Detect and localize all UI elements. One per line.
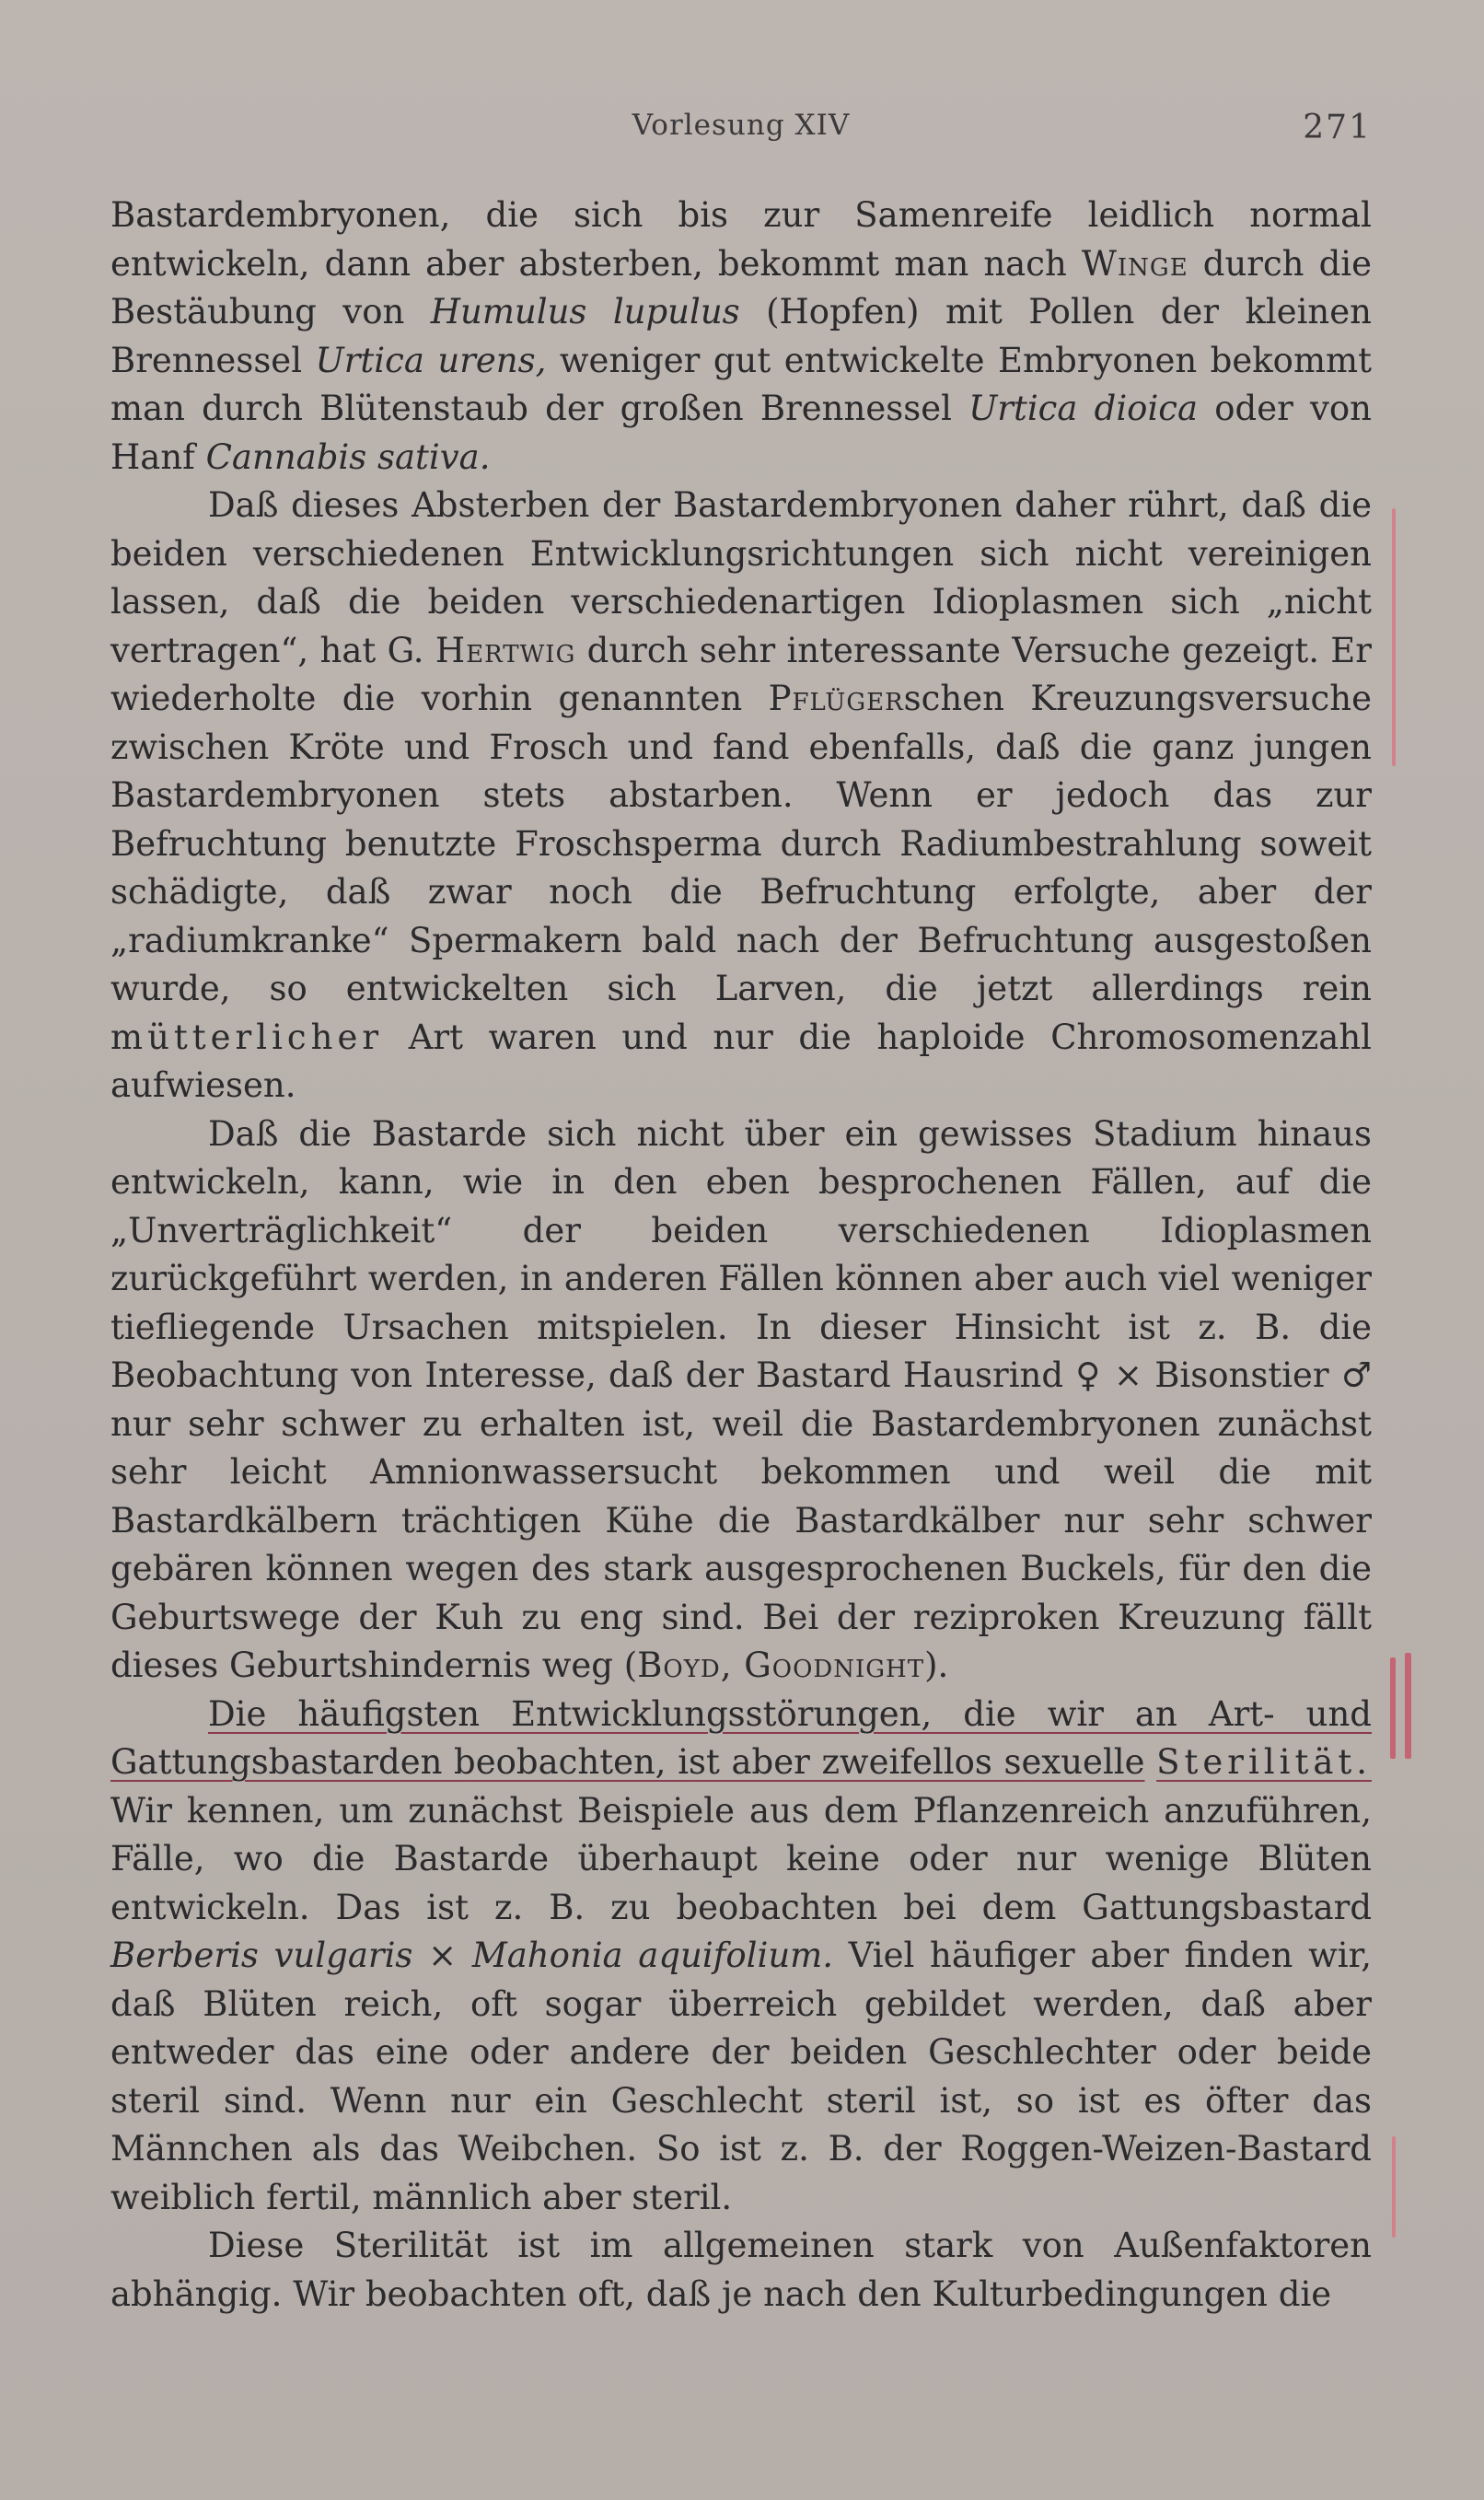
text-segment: Urtica urens,	[315, 340, 547, 380]
margin-mark-paragraph-2	[1392, 508, 1396, 766]
text-segment: Diese Sterilität ist im allgemeinen stark von Außenfaktoren abhängig. Wir beobachten oft, daß je nach den Kulturbedingungen die	[110, 2226, 1372, 2314]
text-segment: Mahonia aquifolium.	[471, 1936, 834, 1975]
text-segment: Art waren und nur die haploide Chromosomenzahl aufwiesen.	[110, 1017, 1372, 1105]
text-segment: Wir kennen, um zunächst Beispiele aus dem Pflanzenreich anzuführen, Fälle, wo die Bastarde überhaupt keine oder nur wenige Blüten entwickeln. Das ist z. B. zu beobachten bei dem Gattungsbastard	[110, 1790, 1372, 1927]
text-segment: Urtica dioica	[968, 389, 1199, 428]
paragraph	[110, 2222, 1372, 2319]
page-number: 271	[1303, 109, 1372, 146]
text-segment: ×	[412, 1936, 472, 1975]
text-segment: Daß dieses Absterben der Bastardembryonen daher rührt, daß die beiden verschiedenen Entwicklungsrichtungen sich nicht vereinigen lassen, daß die beiden verschiedenartigen Idioplasmen sich „nicht vertragen“, hat G.	[110, 485, 1372, 670]
paragraph	[110, 192, 1372, 482]
text-segment: schen Kreuzungsversuche zwischen Kröte und Frosch und fand ebenfalls, daß die ganz jungen Bastardembryonen stets abstarben. Wenn er jedoch das zur Befruchtung benutzte Froschsperma durch Radiumbestrahlung soweit schädigte, daß zwar noch die Befruchtung erfolgte, aber der „radiumkranke“ Spermakern bald nach der Befruchtung ausgestoßen wurde, so entwickelten sich Larven, die jetzt allerdings rein	[110, 679, 1372, 1008]
paragraph	[110, 482, 1372, 1110]
body-text	[110, 192, 1372, 2319]
text-segment: Bastardembryonen, die sich bis zur Samenreife leidlich normal entwickeln, dann aber absterben, bekommt man nach	[110, 195, 1372, 284]
text-segment: Hertwig	[435, 630, 576, 670]
text-segment: durch sehr interessante Versuche gezeigt. Er wiederholte die vorhin genannten	[110, 630, 1372, 718]
text-segment: weniger gut entwickelte Embryonen bekommt man durch Blütenstaub der großen Brennessel	[110, 340, 1372, 428]
paragraph	[110, 1110, 1372, 1691]
text-segment: Viel häufiger aber finden wir, daß Blüten reich, oft sogar überreich gebildet werden, daß aber entweder das eine oder andere der beiden Geschlechter oder beide steril sind. Wenn nur ein Geschlecht steril ist, so ist es öfter das Männchen als das Weibchen. So ist z. B. der Roggen-Weizen-Bastard weiblich fertil, männlich aber steril.	[110, 1936, 1372, 2217]
text-segment	[1145, 1742, 1157, 1782]
page-header	[110, 109, 1372, 155]
text-segment: Boyd, Goodnight	[637, 1645, 925, 1685]
text-segment: Berberis vulgaris	[110, 1936, 413, 1975]
margin-mark-last-paragraph	[1392, 2136, 1396, 2238]
text-segment: ).	[924, 1645, 949, 1685]
text-segment: Winge	[1081, 243, 1188, 284]
text-segment: mütterlicher	[110, 1017, 384, 1057]
text-segment: oder von Hanf	[110, 389, 1372, 477]
text-segment: Pflüger	[768, 679, 904, 718]
text-segment: Sterilität.	[1156, 1742, 1373, 1782]
paragraph	[110, 1691, 1372, 2223]
text-segment: Humulus lupulus	[430, 292, 740, 331]
text-segment: Die häufigsten Entwicklungsstörungen, die wir an Art- und Gattungsbastarden beobachten, ist aber zweifellos sexuelle	[110, 1693, 1372, 1782]
running-title: Vorlesung XIV	[632, 109, 851, 142]
text-segment: (Hopfen) mit Pollen der kleinen Brennessel	[110, 292, 1372, 380]
text-segment: durch die Bestäubung von	[110, 243, 1372, 331]
text-segment: Cannabis sativa.	[205, 436, 491, 477]
margin-mark-double-left	[1390, 1657, 1396, 1759]
text-segment: Daß die Bastarde sich nicht über ein gewisses Stadium hinaus entwickeln, kann, wie in den eben besprochenen Fällen, auf die „Unverträglichkeit“ der beiden verschiedenen Idioplasmen zurückgeführt werden, in anderen Fällen können aber auch viel weniger tiefliegende Ursachen mitspielen. In dieser Hinsicht ist z. B. die Beobachtung von Interesse, daß der Bastard Hausrind ♀ × Bisonstier ♂ nur sehr schwer zu erhalten ist, weil die Bastardembryonen zunächst sehr leicht Amnionwassersucht bekommen und weil die mit Bastardkälbern trächtigen Kühe die Bastardkälber nur sehr schwer gebären können wegen des stark ausgesprochenen Buckels, für den die Geburtswege der Kuh zu eng sind. Bei der reziproken Kreuzung fällt dieses Geburtshindernis weg (	[110, 1113, 1372, 1685]
margin-mark-double-right	[1405, 1653, 1411, 1759]
